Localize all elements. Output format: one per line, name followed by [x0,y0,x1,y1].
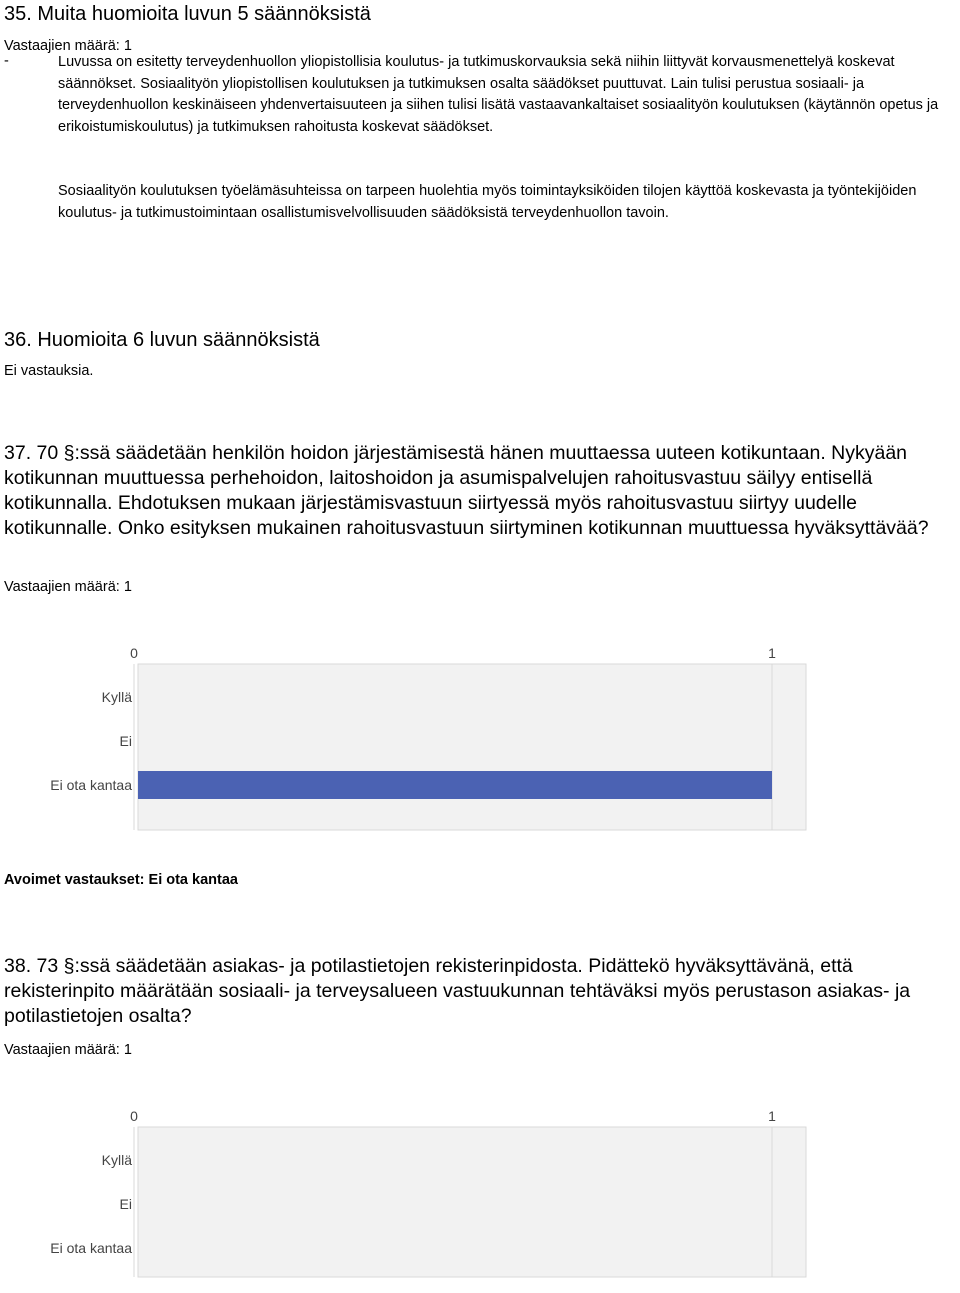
q38-heading: 38. 73 §:ssä säädetään asiakas- ja potilastietojen rekisterinpidosta. Pidättekö hyväksyttävänä, että rekisterinpito määrätään sosiaali- ja terveysalueen vastuukunnan tehtäväksi myös perustason asiakas- ja potilastietojen osalta? [4,955,911,1027]
category-label: Ei [119,733,132,749]
plot-area [138,664,806,830]
x-tick-label: 0 [130,645,138,661]
q35-dash: - [4,53,9,69]
q38-respondents: Vastaajien määrä: 1 [4,1042,132,1058]
x-tick-label: 1 [768,1108,776,1124]
category-label: Kyllä [101,1152,132,1168]
q37-heading: 37. 70 §:ssä säädetään henkilön hoidon järjestämisestä hänen muuttaessa uuteen kotikuntaan. Nykyään kotikunnan muuttuessa perhehoidon, laitoshoidon ja asumispalvelujen rahoitusvastuu säilyy entisellä kotikunnalla. Ehdotuksen mukaan järjestämisvastuun siirtyessä myös rahoitusvastuu siirtyy uudelle kotikunnalle. Onko esityksen mukainen rahoitusvastuun siirtyminen kotikunnan muuttuessa hyväksyttävää? [4,442,929,539]
bar [138,771,772,799]
q38-chart [50,1103,808,1293]
q35-heading: 35. Muita huomioita luvun 5 säännöksistä [4,3,371,25]
q37-respondents: Vastaajien määrä: 1 [4,579,132,595]
q37-bar-chart [50,640,808,830]
q35-respondents: Vastaajien määrä: 1 [4,38,132,54]
q35-paragraph-2: Sosiaalityön koulutuksen työelämäsuhteissa on tarpeen huolehtia myös toimintayksiköiden tilojen käyttöä koskevasta ja työntekijöiden koulutus- ja tutkimustoimintaan osallistumisvelvollisuuden säädöksistä terveydenhuollon tavoin. [58,183,917,221]
category-label: Kyllä [101,689,132,705]
q36-answer: Ei vastauksia. [4,363,94,379]
category-label: Ei ota kantaa [50,1240,132,1256]
q37-open-answers: Avoimet vastaukset: Ei ota kantaa [4,872,238,888]
category-label: Ei ota kantaa [50,777,132,793]
q35-paragraph-1: Luvussa on esitetty terveydenhuollon yliopistollisia koulutus- ja tutkimuskorvauksia sekä niihin liittyvät korvausmenettelyä koskevat säännökset. Sosiaalityön yliopistollisen koulutuksen ja tutkimuksen osalta säädökset puuttuvat. Lain tulisi perustua sosiaali- ja terveydenhuollon keskinäiseen yhdenvertaisuuteen ja siihen tulisi lisätä vastaavankaltaiset sosiaalityön koulutuksen (käytännön opetus ja erikoistumiskoulutus) ja tutkimuksen rahoitusta koskevat säädökset. [58,54,939,135]
x-tick-label: 1 [768,645,776,661]
q36-heading: 36. Huomioita 6 luvun säännöksistä [4,329,320,351]
category-label: Ei [119,1196,132,1212]
q38-bar-chart [50,1103,808,1277]
q37-chart [50,640,808,830]
x-tick-label: 0 [130,1108,138,1124]
plot-area [138,1127,806,1277]
